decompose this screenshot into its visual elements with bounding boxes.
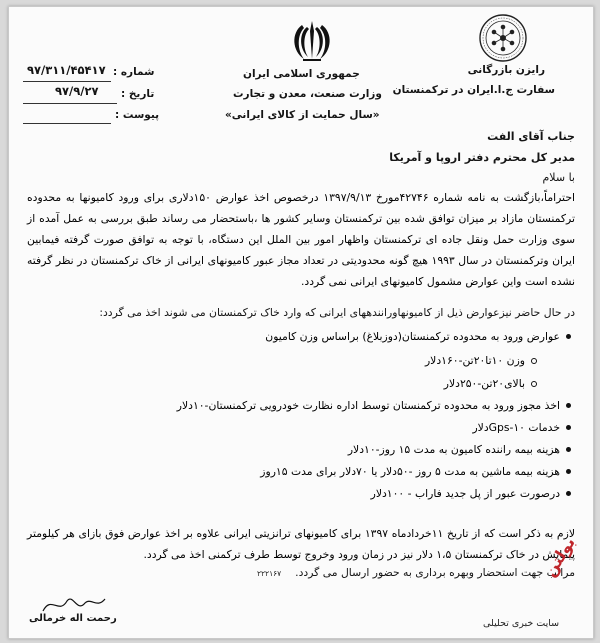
org-name: رایزن بازرگانی	[467, 64, 545, 76]
fee-item-2	[177, 399, 571, 412]
bullet-icon	[566, 447, 571, 452]
body-paragraph-3: لازم به ذکر است که از تاریخ ۱۱خردادماه ۱۳۹۷ برای کامیونهای ترانزیتی ایرانی علاوه بر اخذ عوارض فوق بازای هر کیلومتر پیمایش در خاک ترکمنستان ۱،۵ دلار نیز در زمان ورود وخروج توسط طرف ترکمنی اخذ می گردد.	[27, 527, 575, 561]
iran-emblem-icon	[289, 19, 335, 63]
date-value: ۹۷/۹/۲۷	[55, 84, 99, 98]
number-underline	[23, 81, 111, 82]
body-paragraph-1: احتراماً،بازگشت به نامه شماره ۴۲۷۴۶مورخ ۱۳۹۷/۹/۱۳ درخصوص اخذ عوارض ۱۵۰دلاری برای ورود کامیونها به محدوده ترکمنستان مازاد بر میزان توافق شده بین ترکمنستان وسایر کشور ها ،باستحضار می رساند طبق بررسی به عمل آمده از سوی وزارت حمل ونقل جاده ای ترکمنستان واظهار امور بین الملل این دستگاه، با توجه به توافق صورت گرفته فیمابین ایران وترکمنستان در سال ۱۹۹۳ هیچ گونه محدودیتی در تعداد مجاز عبور کامیونهای ایرانی از خاک ترکمنستان در نظر گرفته نشده است واین عوارض مشمول کامیونهای ایرانی نمی گردد.	[27, 191, 575, 288]
fee-item-5-text: هزینه بیمه ماشین به مدت ۵ روز -۵۰دلار یا ۷۰دلار برای مدت ۱۵روز	[260, 465, 560, 478]
letter-page	[8, 6, 594, 639]
attachment-underline	[23, 123, 111, 124]
fee-item-6	[371, 487, 571, 500]
fee-item-4	[348, 443, 571, 456]
recipient-title: مدیر کل محترم دفتر اروپا و آمریکا	[389, 151, 575, 164]
date-label: تاریخ :	[121, 88, 155, 100]
greeting: با سلام	[542, 171, 575, 184]
fee-item-5	[260, 465, 571, 478]
attachment-label: پیوست :	[115, 109, 160, 121]
org-seal-icon	[477, 13, 529, 63]
bullet-icon	[566, 425, 571, 430]
country-name: جمهوری اسلامی ایران	[243, 68, 360, 80]
fee-sub-item-2	[444, 377, 537, 390]
watermark-brand: بولتن	[540, 533, 579, 581]
fee-item-3-text: خدمات Gps-۱۰دلار	[472, 421, 560, 434]
bullet-icon	[566, 334, 571, 339]
circle-bullet-icon	[531, 381, 537, 387]
fee-item-1	[265, 330, 571, 343]
watermark-tagline: سایت خبری تحلیلی	[483, 618, 560, 629]
date-underline	[23, 103, 117, 104]
recipient-name: جناب آقای الفت	[487, 130, 575, 143]
signatory-name: رحمت اله خرمالی	[29, 613, 117, 624]
body-paragraph-4: مراتب جهت استحضار وبهره برداری به حضور ارسال می گردد.	[295, 566, 575, 579]
embassy-name: سفارت ج.ا.ایران در ترکمنستان	[392, 84, 555, 96]
year-slogan: «سال حمایت از کالای ایرانی»	[225, 109, 380, 121]
number-value: ۹۷/۳۱۱/۴۵۴۱۷	[27, 63, 106, 77]
fee-sub-item-1	[425, 354, 537, 367]
ministry-name: وزارت صنعت، معدن و تجارت	[233, 88, 382, 100]
bullet-icon	[566, 491, 571, 496]
fee-item-4-text: هزینه بیمه راننده کامیون به مدت ۱۵ روز-۱۰دلار	[347, 443, 560, 456]
circle-bullet-icon	[531, 358, 537, 364]
fee-item-1-text: عوارض ورود به محدوده ترکمنستان(دوزبلاغ) براساس وزن کامیون	[265, 330, 560, 343]
fee-item-6-text: درصورت عبور از پل جدید فاراب - ۱۰۰دلار	[370, 487, 560, 500]
fee-sub-item-1-text: وزن ۱۰تا۲۰تن-۱۶۰دلار	[424, 354, 525, 367]
body-paragraph-2: در حال حاضر نیزعوارض ذیل از کامیونهاورانندههای ایرانی که وارد خاک ترکمنستان می شوند اخذ می گردد:	[99, 306, 575, 319]
fee-item-3	[472, 421, 571, 434]
number-label: شماره :	[113, 66, 155, 78]
bullet-icon	[566, 469, 571, 474]
reference-code: ۲۲۲۱۶۷	[257, 569, 282, 578]
fee-sub-item-2-text: بالای۲۰تن-۲۵۰دلار	[443, 377, 525, 390]
bullet-icon	[566, 403, 571, 408]
fee-item-2-text: اخذ مجوز ورود به محدوده ترکمنستان توسط اداره نظارت خودرویی ترکمنستان-۱۰دلار	[176, 399, 560, 412]
